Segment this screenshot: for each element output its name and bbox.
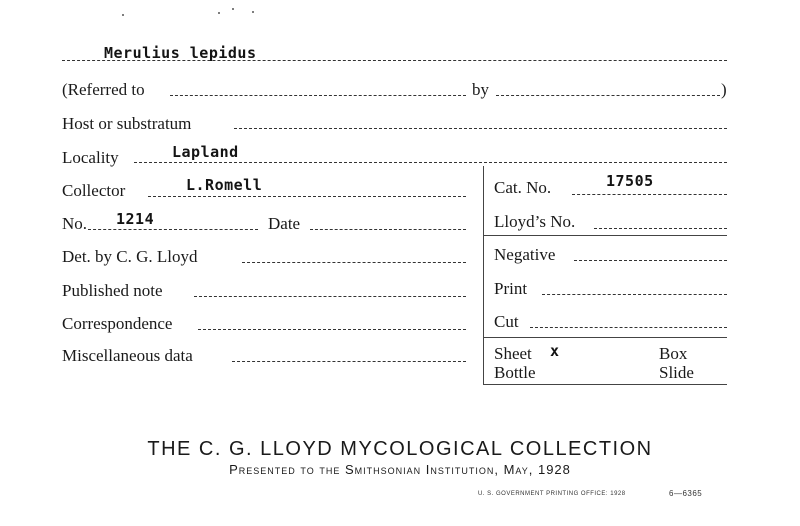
collector-label: Collector xyxy=(62,181,126,200)
box-bottom-border xyxy=(483,384,727,385)
correspondence-line xyxy=(198,329,466,330)
cut-line xyxy=(530,327,727,328)
locality-value: Lapland xyxy=(172,143,239,161)
negative-line xyxy=(574,260,727,261)
sheet-label: Sheet xyxy=(494,344,532,363)
host-line xyxy=(234,128,727,129)
published-note-label: Published note xyxy=(62,281,163,300)
misc-data-label: Miscellaneous data xyxy=(62,346,193,365)
print-label: Print xyxy=(494,279,528,298)
published-note-line xyxy=(194,296,466,297)
number-label: No. xyxy=(62,214,88,233)
lloyds-no-label: Lloyd’s No. xyxy=(494,212,576,231)
close-paren: ) xyxy=(721,80,727,99)
date-line xyxy=(310,229,466,230)
det-by-label: Det. by C. G. Lloyd xyxy=(62,247,198,266)
cut-label: Cut xyxy=(494,312,519,331)
date-label: Date xyxy=(268,214,301,233)
printing-office-note: U. S. GOVERNMENT PRINTING OFFICE: 1928 xyxy=(478,491,626,497)
species-name: Merulius lepidus xyxy=(104,44,257,62)
collection-title: THE C. G. LLOYD MYCOLOGICAL COLLECTION xyxy=(147,438,653,460)
collector-line xyxy=(148,196,466,197)
cat-no-line xyxy=(572,194,727,195)
ink-speck xyxy=(122,14,124,16)
box-divider-bottom xyxy=(483,337,727,338)
referred-to-line xyxy=(170,95,466,96)
lloyds-no-line xyxy=(594,228,727,229)
locality-label: Locality xyxy=(62,148,119,167)
by-line xyxy=(496,95,720,96)
ink-speck xyxy=(252,11,254,13)
collection-subtitle: Presented to the Smithsonian Institution, May, 1928 xyxy=(229,462,571,477)
box-label: Box xyxy=(659,344,688,363)
correspondence-label: Correspondence xyxy=(62,314,173,333)
collector-value: L.Romell xyxy=(186,176,263,194)
host-label: Host or substratum xyxy=(62,114,192,133)
number-value: 1214 xyxy=(116,210,155,228)
box-divider-top xyxy=(483,235,727,236)
referred-to-label: (Referred to xyxy=(62,80,145,99)
ink-speck xyxy=(232,8,234,10)
misc-data-line xyxy=(232,361,466,362)
print-line xyxy=(542,294,727,295)
det-by-line xyxy=(242,262,466,263)
form-number: 6—6365 xyxy=(669,489,703,498)
slide-label: Slide xyxy=(659,363,694,382)
by-label: by xyxy=(472,80,489,99)
cat-no-value: 17505 xyxy=(606,172,654,190)
negative-label: Negative xyxy=(494,245,556,264)
locality-line xyxy=(134,162,727,163)
sheet-mark: x xyxy=(550,342,560,360)
box-left-border xyxy=(483,166,484,384)
ink-speck xyxy=(218,12,220,14)
cat-no-label: Cat. No. xyxy=(494,178,552,197)
bottle-label: Bottle xyxy=(494,363,536,382)
number-line xyxy=(88,229,258,230)
